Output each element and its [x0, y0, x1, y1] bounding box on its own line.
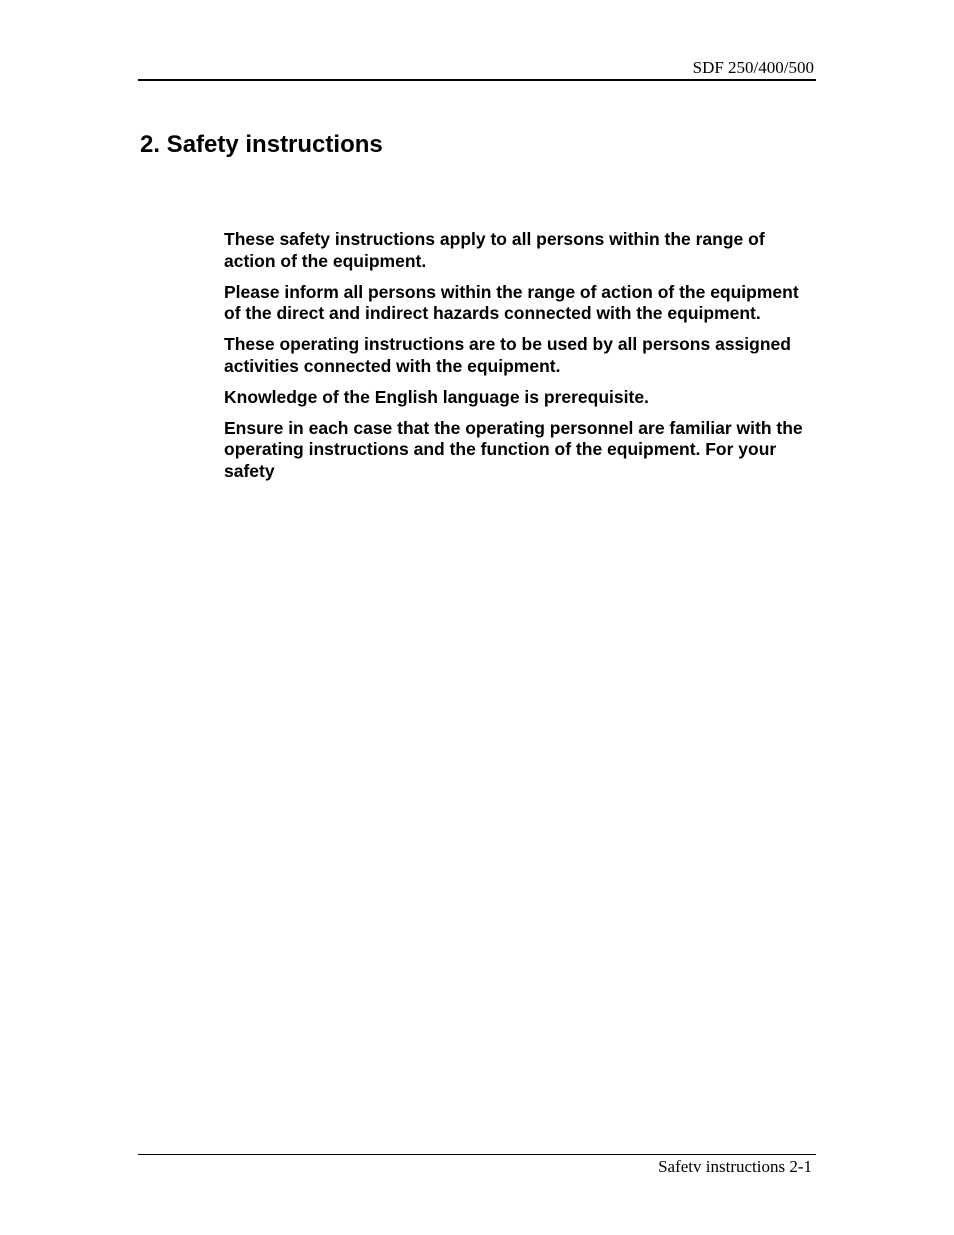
paragraph-operating-instructions: These operating instructions are to be used by all persons assigned activities connected with the equipment. — [224, 334, 791, 376]
paragraph-inform-persons: Please inform all persons within the range of action of the equipment of the direct and indirect hazards connected with the equipment. — [224, 281, 799, 323]
footer-page-label: Safetv instructions 2-1 — [658, 1157, 812, 1176]
safety-instructions-body — [224, 229, 816, 492]
paragraph-personnel-familiarity: Ensure in each case that the operating personnel are familiar with the operating instructions and the function of the equipment. For your safety — [224, 417, 803, 481]
header-rule — [138, 79, 816, 81]
section-title: 2. Safety instructions — [140, 131, 383, 158]
header-model: SDF 250/400/500 — [692, 58, 814, 77]
paragraph-language: Knowledge of the English language is prerequisite. — [224, 386, 649, 407]
paragraph-scope: These safety instructions apply to all persons within the range of action of the equipment. — [224, 229, 765, 271]
footer-rule — [138, 1154, 816, 1155]
